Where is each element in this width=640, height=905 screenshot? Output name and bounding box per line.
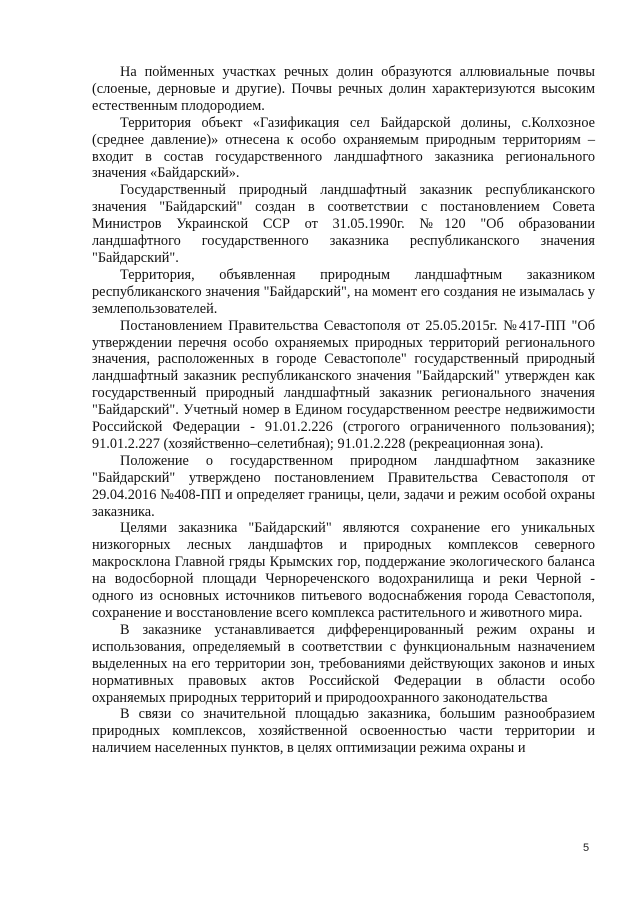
page-number: 5: [583, 842, 590, 854]
paragraph-optimization: В связи со значительной площадью заказника, большим разнообразием природных комплексов, хозяйственной освоенностью части территории и наличием населенных пунктов, в целях оптимизации режима охраны и: [92, 706, 595, 757]
paragraph-reserve-creation: Государственный природный ландшафтный заказник республиканского значения "Байдарский" создан в соответствии с постановлением Совета Министров Украинской ССР от 31.05.1990г. №120 "Об образовании ландшафтного государственного заказника республиканского значения "Байдарский".: [92, 182, 595, 266]
paragraph-alluvial-soils: На пойменных участках речных долин образуются аллювиальные почвы (слоеные, дерновые и другие). Почвы речных долин характеризуются высоким естественным плодородием.: [92, 64, 595, 114]
paragraph-protected-territory: Территория объект «Газификация сел Байдарской долины, с.Колхозное (среднее давление)» отнесена к особо охраняемым природным территориям – входит в состав государственного ландшафтного заказника регионального значения «Байдарский».: [92, 114, 595, 182]
paragraph-reserve-goals: Целями заказника "Байдарский" являются сохранение его уникальных низкогорных лесных ландшафтов и природных комплексов северного макросклона Главной гряды Крымских гор, поддержание экологического баланса на водосборной площади Чернореченского водохранилища и реки Черной - одного из основных источников питьевого водоснабжения города Севастополя, сохранение и восстановление всего комплекса растительного и животного мира.: [92, 520, 595, 621]
paragraph-protection-regime: В заказнике устанавливается дифференцированный режим охраны и использования, определяемый в соответствии с функциональным назначением выделенных на его территории зон, требованиями действующих законов и иных нормативных правовых актов Российской Федерации в области особо охраняемых природных территорий и природоохранного законодательства: [92, 621, 595, 706]
document-body: [92, 64, 595, 757]
paragraph-government-resolution: Постановлением Правительства Севастополя от 25.05.2015г. №417-ПП "Об утверждении перечня особо охраняемых природных территорий регионального значения, расположенных в городе Севастополе" государственный природный ландшафтный заказник республиканского значения "Байдарский" утвержден как государственный природный ландшафтный заказник регионального значения "Байдарский". Учетный номер в Едином государственном реестре недвижимости Российской Федерации - 91.01.2.226 (строгого ограниченного пользования); 91.01.2.227 (хозяйственно–селетибная); 91.01.2.228 (рекреационная зона).: [92, 317, 595, 452]
paragraph-regulation: Положение о государственном природном ландшафтном заказнике "Байдарский" утверждено постановлением Правительства Севастополя от 29.04.2016 №408-ПП и определяет границы, цели, задачи и режим особой охраны заказника.: [92, 452, 595, 520]
paragraph-land-users: Территория, объявленная природным ландшафтным заказником республиканского значения "Байдарский", на момент его создания не изымалась у землепользователей.: [92, 266, 595, 317]
